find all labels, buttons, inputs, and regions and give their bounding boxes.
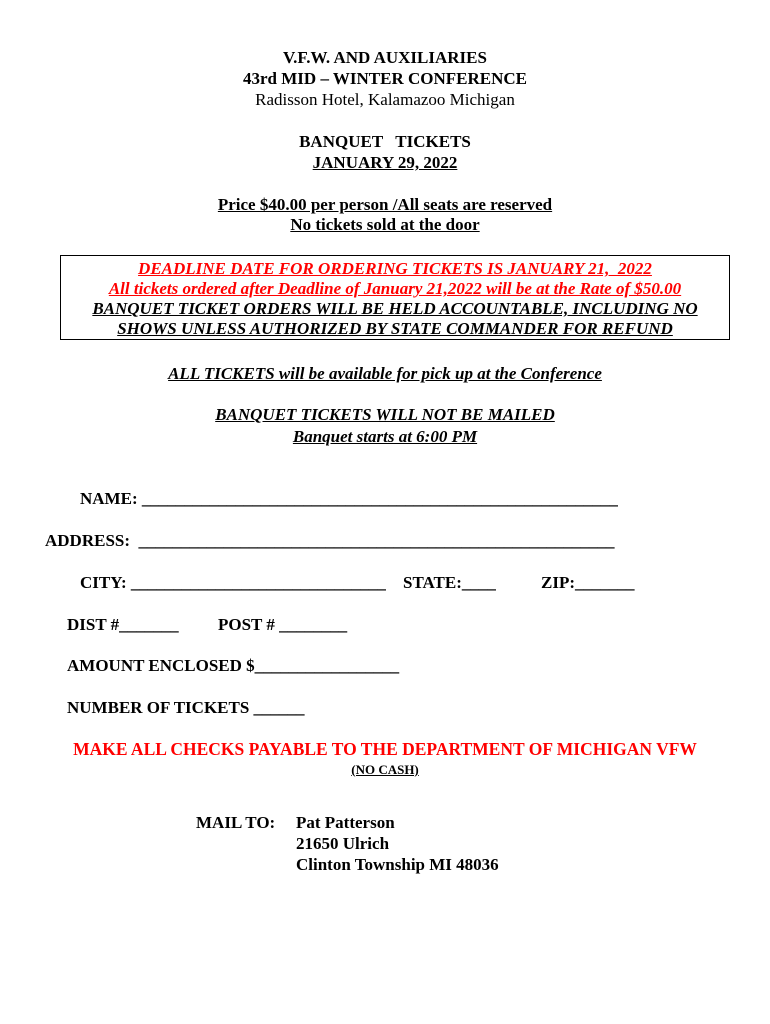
post-field[interactable]: POST # ________ [218, 615, 348, 634]
not-mailed-line: BANQUET TICKETS WILL NOT BE MAILED [215, 405, 555, 424]
tickets-date: JANUARY 29, 2022 [312, 153, 458, 172]
door-line: No tickets sold at the door [290, 215, 480, 234]
org-title: V.F.W. AND AUXILIARIES [283, 48, 487, 67]
state-field[interactable]: STATE:____ [403, 573, 496, 592]
price-line: Price $40.00 per person /All seats are reserved [217, 195, 553, 214]
mail-to-city: Clinton Township MI 48036 [296, 855, 499, 874]
tickets-title: BANQUET TICKETS [299, 132, 471, 151]
no-cash: (NO CASH) [351, 762, 419, 777]
checks-payable: MAKE ALL CHECKS PAYABLE TO THE DEPARTMENT OF MICHIGAN VFW [73, 739, 697, 759]
name-field[interactable]: NAME: ________________________________________________________ [80, 489, 618, 508]
address-field[interactable]: ADDRESS: ________________________________________________________ [45, 531, 615, 550]
deadline-line-1: DEADLINE DATE FOR ORDERING TICKETS IS JANUARY 21, 2022 [138, 259, 652, 278]
deadline-line-3: BANQUET TICKET ORDERS WILL BE HELD ACCOUNTABLE, INCLUDING NO [92, 299, 698, 318]
zip-field[interactable]: ZIP:_______ [541, 573, 635, 592]
deadline-box [60, 255, 730, 340]
amount-field[interactable]: AMOUNT ENCLOSED $_________________ [67, 656, 400, 675]
mail-to-name: Pat Patterson [296, 813, 395, 832]
deadline-line-4: SHOWS UNLESS AUTHORIZED BY STATE COMMANDER FOR REFUND [117, 319, 673, 338]
banquet-start-line: Banquet starts at 6:00 PM [292, 427, 478, 446]
mail-to-label: MAIL TO: [196, 813, 276, 832]
mail-to-street: 21650 Ulrich [296, 834, 390, 853]
venue: Radisson Hotel, Kalamazoo Michigan [255, 90, 515, 109]
city-field[interactable]: CITY: ______________________________ [80, 573, 386, 592]
dist-field[interactable]: DIST #_______ [67, 615, 179, 634]
pickup-line: ALL TICKETS will be available for pick up at the Conference [168, 364, 602, 383]
conference-title: 43rd MID – WINTER CONFERENCE [243, 69, 527, 88]
deadline-line-2: All tickets ordered after Deadline of January 21,2022 will be at the Rate of $50.00 [108, 279, 682, 298]
ticket-count-field[interactable]: NUMBER OF TICKETS ______ [67, 698, 305, 717]
